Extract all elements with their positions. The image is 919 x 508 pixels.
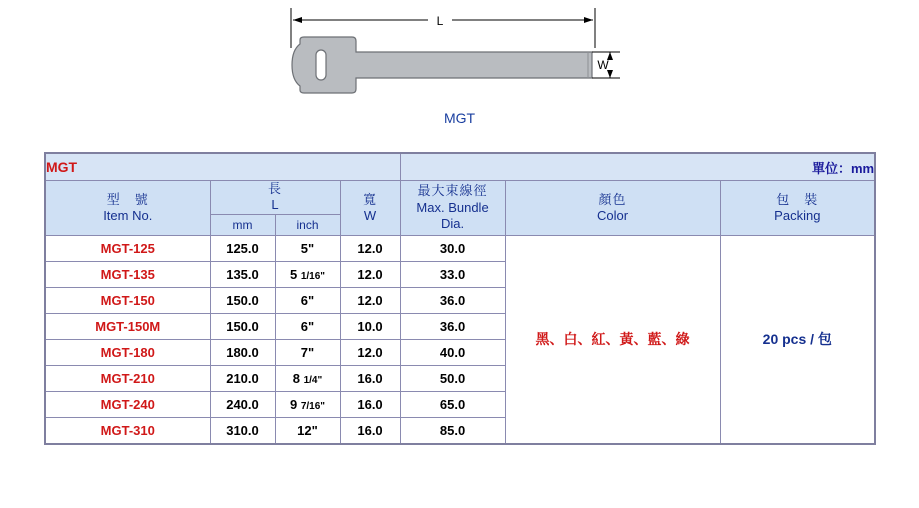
header-bundle-dia-en2: Dia. (440, 215, 465, 231)
header-width-en: W (363, 207, 377, 223)
cell-length-inch: 8 1/4" (275, 365, 340, 391)
header-item-no (45, 181, 210, 236)
cell-length-inch: 9 7/16" (275, 391, 340, 417)
cell-length-mm: 135.0 (210, 261, 275, 287)
header-packing-cn: 包 裝 (776, 191, 819, 207)
cell-item-no: MGT-310 (45, 417, 210, 444)
cell-item-no: MGT-135 (45, 261, 210, 287)
cell-width: 12.0 (340, 235, 400, 261)
header-width (340, 181, 400, 236)
header-item-no-cn: 型 號 (106, 191, 149, 207)
inch-mark: " (311, 422, 318, 438)
cell-item-no: MGT-210 (45, 365, 210, 391)
table-title-row (45, 153, 875, 181)
cell-length-mm: 125.0 (210, 235, 275, 261)
table-row (45, 235, 875, 261)
cell-bundle-dia: 36.0 (400, 287, 505, 313)
cell-length-inch: 5 1/16" (275, 261, 340, 287)
cell-length-mm: 180.0 (210, 339, 275, 365)
length-dimension-label: L (436, 14, 444, 28)
header-length-cn: 長 (267, 181, 282, 196)
header-color (505, 181, 720, 236)
table-unit-note: 單位：mm (400, 153, 875, 181)
cell-length-mm: 210.0 (210, 365, 275, 391)
cell-length-inch: 7" (275, 339, 340, 365)
header-color-en: Color (597, 207, 629, 223)
table-header-row (45, 181, 875, 215)
product-diagram (0, 0, 919, 140)
cell-item-no: MGT-150 (45, 287, 210, 313)
cell-item-no: MGT-180 (45, 339, 210, 365)
cell-packing: 20 pcs / 包 (720, 235, 875, 444)
cell-bundle-dia: 30.0 (400, 235, 505, 261)
header-packing-en: Packing (774, 207, 821, 223)
cell-item-no: MGT-240 (45, 391, 210, 417)
cell-bundle-dia: 36.0 (400, 313, 505, 339)
header-item-no-en: Item No. (103, 207, 153, 223)
cell-bundle-dia: 50.0 (400, 365, 505, 391)
header-bundle-dia (400, 181, 505, 236)
cell-length-mm: 240.0 (210, 391, 275, 417)
cell-width: 12.0 (340, 339, 400, 365)
spec-table-container (44, 152, 874, 445)
cell-length-inch: 5" (275, 235, 340, 261)
cell-length-inch: 6" (275, 287, 340, 313)
cell-item-no: MGT-150M (45, 313, 210, 339)
header-length-mm: mm (210, 214, 275, 235)
inch-mark: " (308, 344, 315, 360)
cell-color: 黑、白、紅、黃、藍、綠 (505, 235, 720, 444)
cell-length-mm: 150.0 (210, 287, 275, 313)
width-dimension-label: W (597, 58, 609, 72)
header-length-inch: inch (275, 214, 340, 235)
cell-length-mm: 150.0 (210, 313, 275, 339)
cell-bundle-dia: 40.0 (400, 339, 505, 365)
header-length (210, 181, 340, 215)
header-length-en: L (271, 197, 279, 213)
table-title: MGT (45, 153, 400, 181)
cell-bundle-dia: 65.0 (400, 391, 505, 417)
cell-width: 16.0 (340, 417, 400, 444)
cell-bundle-dia: 85.0 (400, 417, 505, 444)
header-color-cn: 顏色 (598, 191, 627, 207)
cell-width: 16.0 (340, 391, 400, 417)
cell-width: 12.0 (340, 287, 400, 313)
cell-width: 16.0 (340, 365, 400, 391)
header-width-cn: 寬 (363, 191, 378, 207)
cell-item-no: MGT-125 (45, 235, 210, 261)
cell-length-inch: 12" (275, 417, 340, 444)
diagram-caption: MGT (443, 110, 476, 126)
inch-mark: " (308, 292, 315, 308)
header-bundle-dia-cn: 最大束線徑 (417, 183, 488, 199)
cell-length-mm: 310.0 (210, 417, 275, 444)
header-bundle-dia-en1: Max. Bundle (416, 199, 489, 215)
cell-width: 12.0 (340, 261, 400, 287)
cell-bundle-dia: 33.0 (400, 261, 505, 287)
cell-length-inch: 6" (275, 313, 340, 339)
header-packing (720, 181, 875, 236)
spec-table (44, 152, 876, 445)
cell-width: 10.0 (340, 313, 400, 339)
inch-mark: " (308, 318, 315, 334)
strap-shape (292, 37, 592, 93)
inch-mark: " (308, 240, 315, 256)
